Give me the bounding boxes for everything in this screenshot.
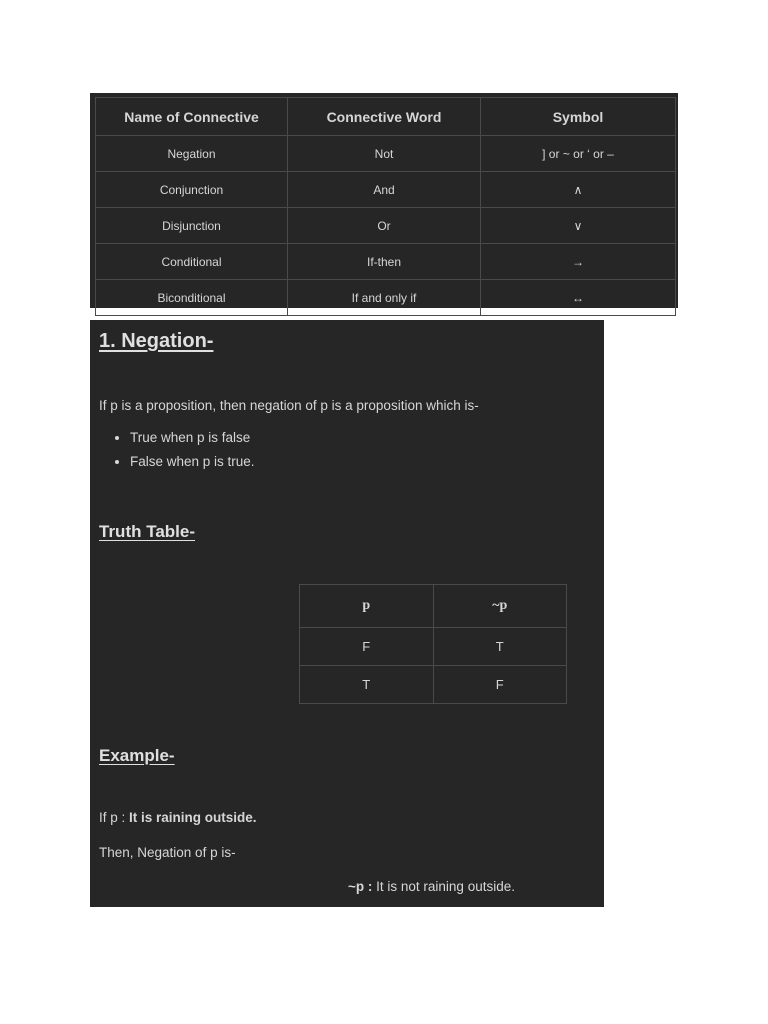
example-line-3 — [348, 879, 515, 894]
cell-name: Conditional — [96, 244, 288, 280]
truth-table-title: Truth Table- — [99, 522, 196, 541]
connectives-panel — [90, 93, 678, 308]
negation-title: 1. Negation- — [99, 330, 214, 352]
connectives-table — [95, 97, 676, 316]
negation-panel — [90, 320, 604, 907]
example-line-2: Then, Negation of p is- — [99, 845, 236, 860]
cell-not-p: F — [433, 666, 567, 704]
cell-word: Not — [288, 136, 481, 172]
cell-symbol: ] or ~ or ‘ or – — [481, 136, 676, 172]
table-row — [300, 666, 567, 704]
table-header-row — [96, 98, 676, 136]
cell-word: If-then — [288, 244, 481, 280]
example-title: Example- — [99, 746, 175, 765]
table-row — [96, 244, 676, 280]
cell-p: F — [300, 628, 434, 666]
cell-name: Disjunction — [96, 208, 288, 244]
table-row — [96, 172, 676, 208]
column-header-name: Name of Connective — [96, 98, 288, 136]
cell-name: Conjunction — [96, 172, 288, 208]
list-item: • True when p is false — [130, 430, 255, 445]
cell-symbol: ∧ — [481, 172, 676, 208]
column-header-word: Connective Word — [288, 98, 481, 136]
table-row — [96, 208, 676, 244]
cell-symbol: ↔ — [481, 280, 676, 316]
table-row — [96, 280, 676, 316]
cell-symbol: → — [481, 244, 676, 280]
list-item: • False when p is true. — [130, 454, 255, 469]
example-line-1-prefix: If p : — [99, 810, 126, 825]
table-row — [300, 628, 567, 666]
table-row — [96, 136, 676, 172]
column-header-not-p: ~p — [433, 585, 567, 628]
cell-p: T — [300, 666, 434, 704]
column-header-p: p — [300, 585, 434, 628]
cell-name: Biconditional — [96, 280, 288, 316]
example-line-3-prefix: ~p : — [348, 879, 373, 894]
example-line-1-text: It is raining outside. — [125, 810, 257, 825]
truth-table — [299, 584, 567, 704]
example-line-3-text: It is not raining outside. — [372, 879, 515, 894]
cell-not-p: T — [433, 628, 567, 666]
table-header-row — [300, 585, 567, 628]
cell-word: And — [288, 172, 481, 208]
negation-intro: If p is a proposition, then negation of p is a proposition which is- — [99, 398, 479, 413]
cell-word: If and only if — [288, 280, 481, 316]
example-line-1 — [99, 810, 257, 825]
cell-name: Negation — [96, 136, 288, 172]
column-header-symbol: Symbol — [481, 98, 676, 136]
cell-symbol: ∨ — [481, 208, 676, 244]
negation-bullet-list — [114, 430, 255, 478]
cell-word: Or — [288, 208, 481, 244]
